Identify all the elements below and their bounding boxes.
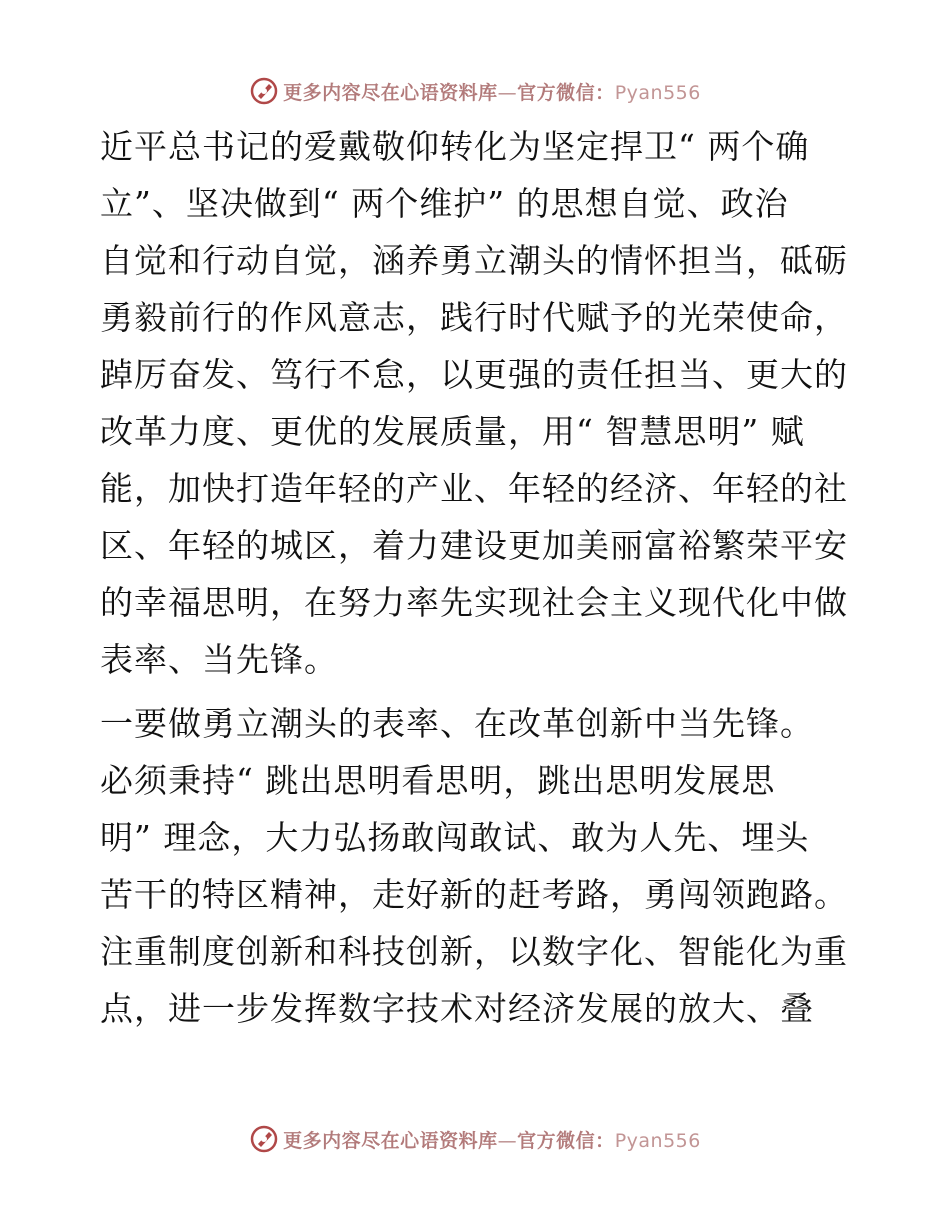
footer-brand-text: 更多内容尽在心语资料库: [283, 1129, 498, 1152]
paragraph-2: [100, 695, 860, 1037]
text-line: 勇毅前行的作风意志，践行时代赋予的光荣使命，: [100, 298, 848, 337]
document-body: [100, 118, 860, 1037]
text-line: 明” 理念，大力弘扬敢闯敢试、敢为人先、埋头: [100, 818, 810, 857]
header-text: [283, 78, 701, 105]
footer-wechat-label: 官方微信：: [517, 1129, 615, 1152]
paragraph-gap: [100, 688, 860, 695]
brand-logo-icon: [249, 1124, 279, 1154]
text-line: 立”、坚决做到“ 两个维护” 的思想自觉、政治: [100, 184, 789, 223]
paragraph-1: [100, 118, 860, 688]
text-line: 近平总书记的爱戴敬仰转化为坚定捍卫“ 两个确: [100, 127, 810, 166]
footer-text: [283, 1126, 701, 1153]
text-line: 踔厉奋发、笃行不怠，以更强的责任担当、更大的: [100, 355, 848, 394]
footer-separator: —: [497, 1129, 518, 1152]
text-line: 注重制度创新和科技创新，以数字化、智能化为重: [100, 932, 848, 971]
text-line: 表率、当先锋。: [100, 640, 338, 679]
header-brand-text: 更多内容尽在心语资料库: [283, 81, 498, 104]
text-line: 区、年轻的城区，着力建设更加美丽富裕繁荣平安: [100, 526, 848, 565]
text-line: 改革力度、更优的发展质量，用“ 智慧思明” 赋: [100, 412, 805, 451]
text-line: 一要做勇立潮头的表率、在改革创新中当先锋。: [100, 704, 814, 743]
text-line: 必须秉持“ 跳出思明看思明，跳出思明发展思: [100, 761, 776, 800]
text-line: 苦干的特区精神，走好新的赶考路，勇闯领跑路。: [100, 875, 848, 914]
header-wechat-label: 官方微信：: [517, 81, 615, 104]
text-line: 能，加快打造年轻的产业、年轻的经济、年轻的社: [100, 469, 848, 508]
footer-wechat-id: Pyan556: [614, 1129, 701, 1152]
brand-logo-icon: [249, 76, 279, 106]
text-line: 点，进一步发挥数字技术对经济发展的放大、叠: [100, 989, 814, 1028]
text-line: 的幸福思明，在努力率先实现社会主义现代化中做: [100, 583, 848, 622]
footer-banner: [0, 1122, 950, 1156]
text-line: 自觉和行动自觉，涵养勇立潮头的情怀担当，砥砺: [100, 241, 848, 280]
header-banner: [0, 74, 950, 108]
header-separator: —: [497, 81, 518, 104]
header-wechat-id: Pyan556: [614, 81, 701, 104]
